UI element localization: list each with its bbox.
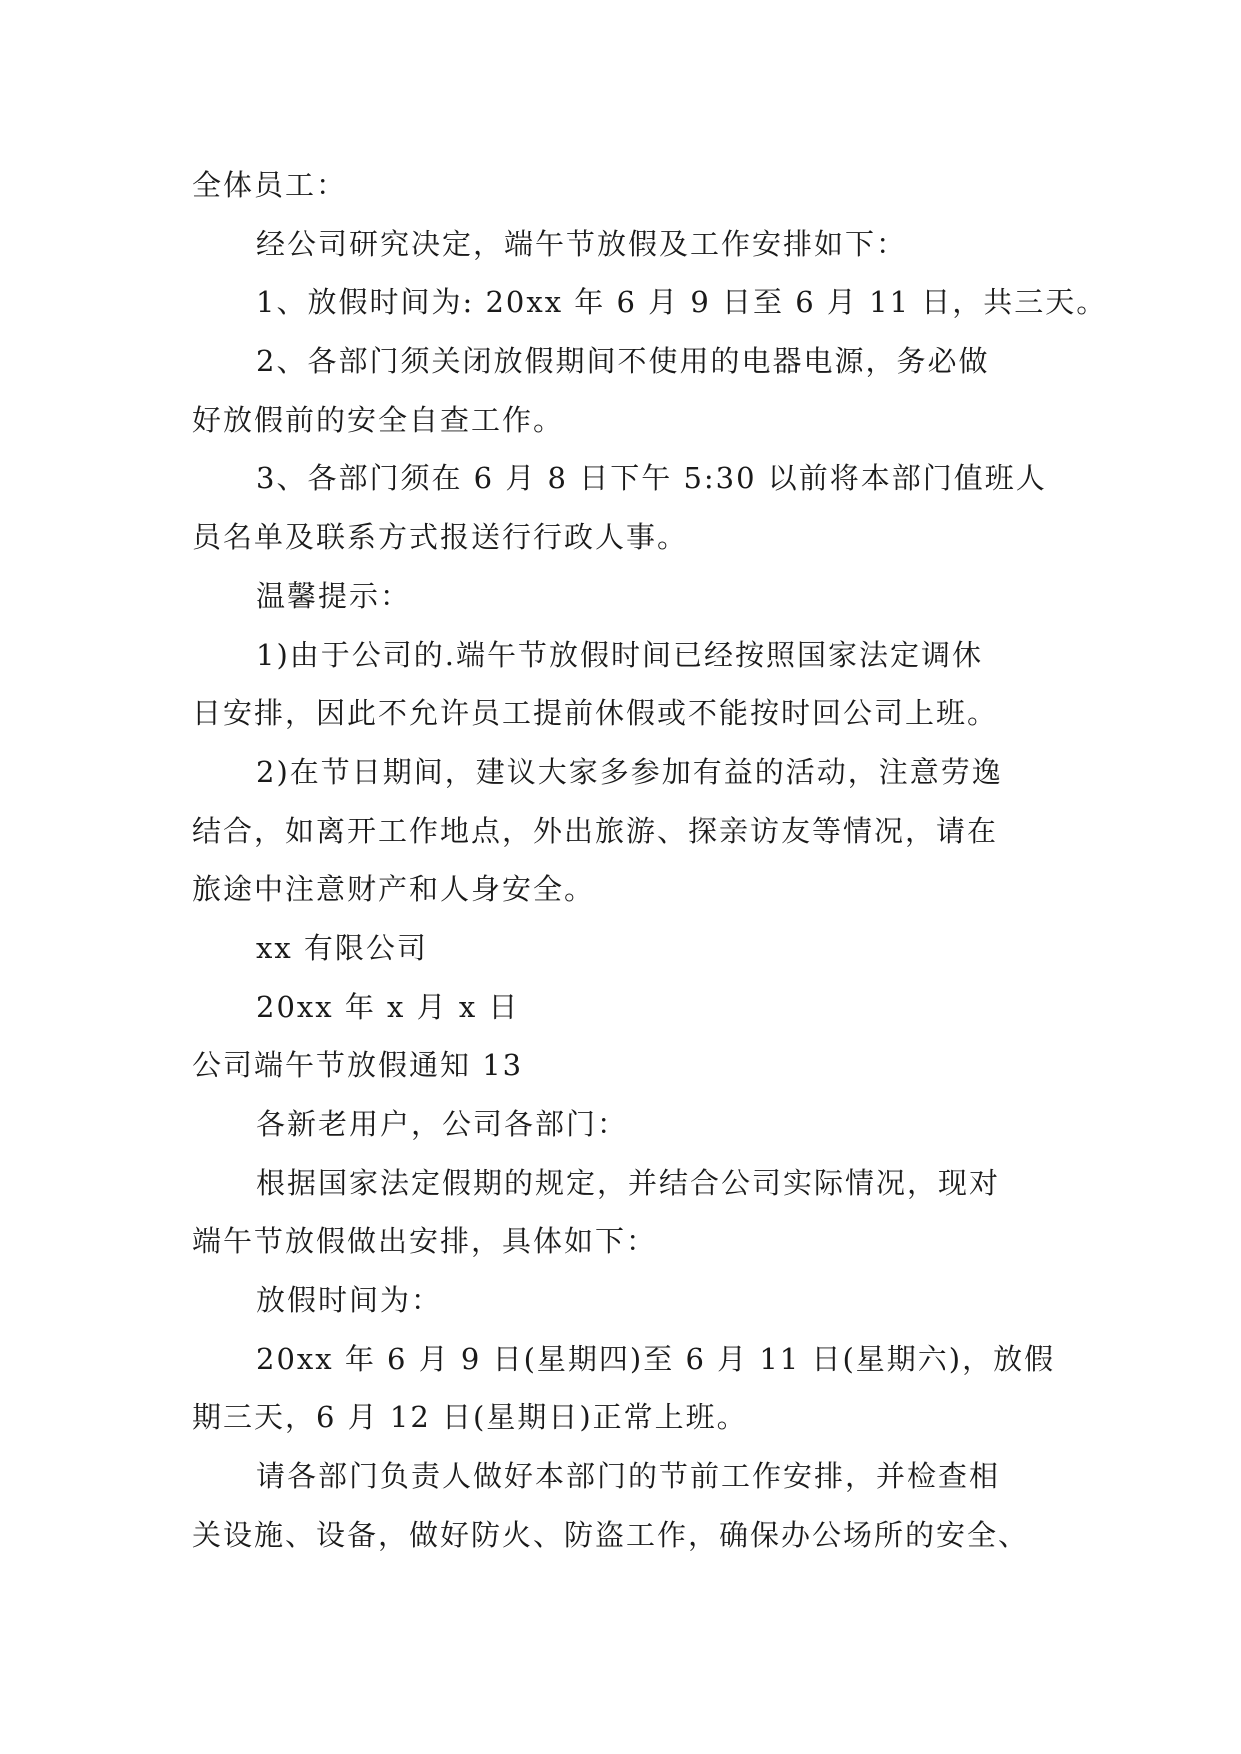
departments-request-line: 请各部门负责人做好本部门的节前工作安排，并检查相 xyxy=(256,1459,1001,1494)
section-title: 公司端午节放假通知 13 xyxy=(192,1048,524,1083)
signature-company: xx 有限公司 xyxy=(256,930,428,965)
tip-1-line: 1)由于公司的.端午节放假时间已经按照国家法定调休 xyxy=(256,637,983,672)
item-1-line: 1、放假时间为: 20xx 年 6 月 9 日至 6 月 11 日，共三天。 xyxy=(256,285,1108,320)
item-2-continued-line: 好放假前的安全自查工作。 xyxy=(192,402,565,437)
salutation-line: 全体员工： xyxy=(192,168,348,202)
item-3-line: 3、各部门须在 6 月 8 日下午 5:30 以前将本部门值班人 xyxy=(256,461,1047,496)
item-2-line: 2、各部门须关闭放假期间不使用的电器电源，务必做 xyxy=(256,344,990,379)
tip-2-continued-line-1: 结合，如离开工作地点，外出旅游、探亲访友等情况，请在 xyxy=(192,813,999,848)
tip-1-continued-line: 日安排，因此不允许员工提前休假或不能按时回公司上班。 xyxy=(192,696,999,731)
second-intro-continued-line: 端午节放假做出安排，具体如下： xyxy=(192,1224,658,1259)
intro-line: 经公司研究决定，端午节放假及工作安排如下： xyxy=(256,226,908,261)
holiday-dates-continued-line: 期三天，6 月 12 日(星期日)正常上班。 xyxy=(192,1400,748,1435)
tips-heading: 温馨提示： xyxy=(256,578,412,613)
item-3-continued-line: 员名单及联系方式报送行行政人事。 xyxy=(192,520,689,555)
departments-request-continued-line: 关设施、设备，做好防火、防盗工作，确保办公场所的安全、 xyxy=(192,1517,1030,1552)
tip-2-continued-line-2: 旅途中注意财产和人身安全。 xyxy=(192,872,596,907)
second-salutation-line: 各新老用户，公司各部门： xyxy=(256,1107,629,1141)
second-intro-line: 根据国家法定假期的规定，并结合公司实际情况，现对 xyxy=(256,1165,1001,1200)
holiday-dates-line: 20xx 年 6 月 9 日(星期四)至 6 月 11 日(星期六)，放假 xyxy=(256,1341,1056,1376)
document-body xyxy=(192,156,1108,1565)
holiday-time-heading: 放假时间为： xyxy=(256,1283,443,1318)
tip-2-line: 2)在节日期间，建议大家多参加有益的活动，注意劳逸 xyxy=(256,754,1003,789)
signature-date: 20xx 年 x 月 x 日 xyxy=(256,989,520,1024)
